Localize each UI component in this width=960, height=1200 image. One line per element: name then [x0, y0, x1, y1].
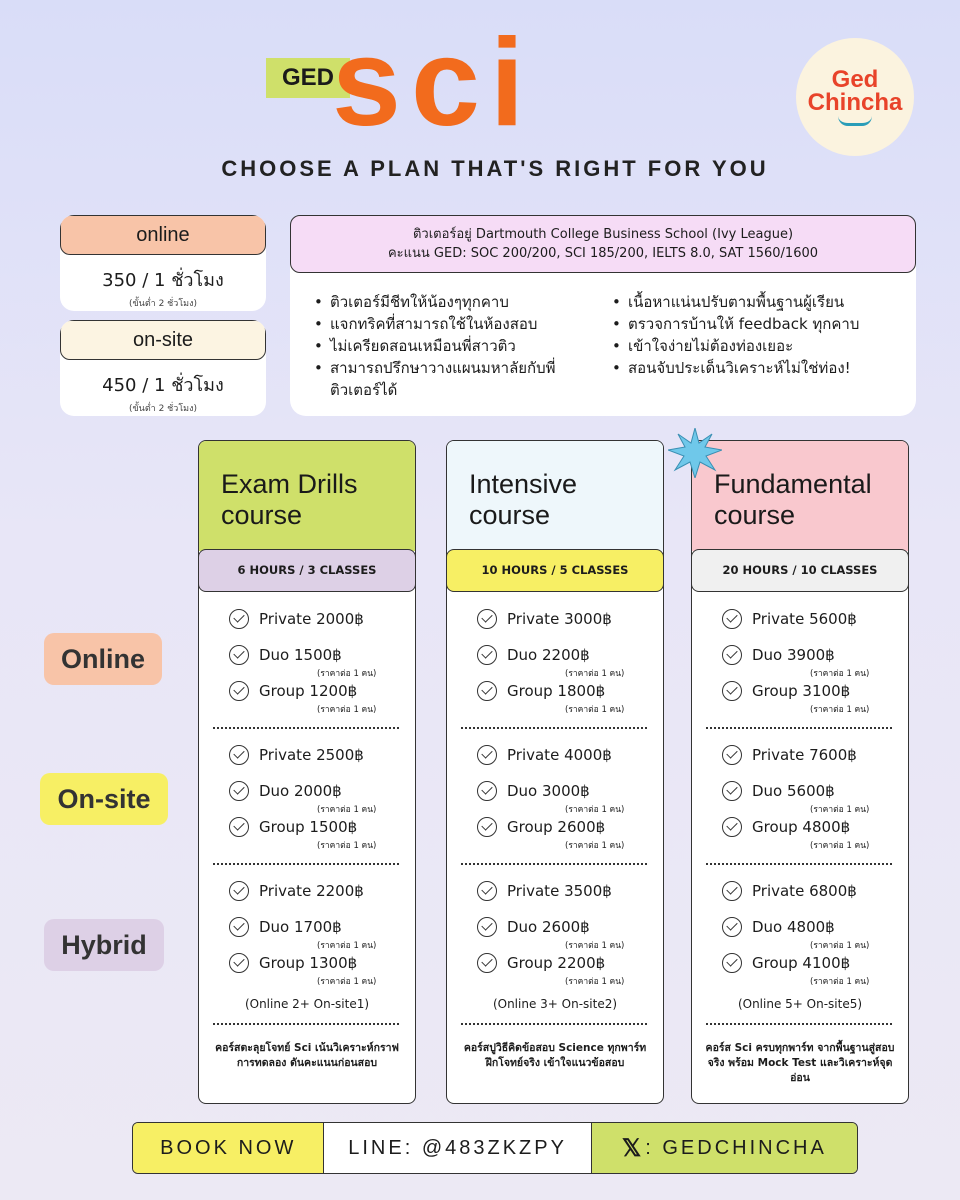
sparkle-star-icon — [668, 428, 722, 478]
check-circle-icon — [477, 781, 497, 801]
per-person-note: (ราคาต่อ 1 คน) — [565, 941, 625, 951]
check-circle-icon — [229, 881, 249, 901]
tutor-school: ติวเตอร์อยู่ Dartmouth College Business School (Ivy League) — [412, 227, 794, 242]
per-person-note: (ราคาต่อ 1 คน) — [317, 977, 377, 987]
price-option-label: Group 1300฿ — [259, 954, 358, 972]
logo-smile-icon — [838, 116, 872, 126]
dotted-divider — [461, 863, 647, 865]
per-person-note: (ราคาต่อ 1 คน) — [565, 705, 625, 715]
price-option-label: Private 3000฿ — [507, 610, 612, 628]
per-person-note: (ราคาต่อ 1 คน) — [317, 941, 377, 951]
check-circle-icon — [229, 781, 249, 801]
course-title-line-2: course — [714, 500, 796, 530]
price-option-label: Duo 2000฿ — [259, 782, 342, 800]
price-option-label: Group 3100฿ — [752, 682, 851, 700]
logo-line-2: Chincha — [807, 88, 903, 116]
course-hours-badge: 10 HOURS / 5 CLASSES — [446, 549, 664, 592]
check-circle-icon — [229, 681, 249, 701]
x-contact[interactable] — [592, 1123, 857, 1173]
price-option-label: Private 2000฿ — [259, 610, 364, 628]
price-option-label: Private 2500฿ — [259, 746, 364, 764]
hybrid-note: (Online 3+ On-site2) — [492, 997, 618, 1011]
price-option-label: Private 5600฿ — [752, 610, 857, 628]
book-now-button[interactable]: BOOK NOW — [133, 1123, 324, 1173]
price-option-label: Group 2600฿ — [507, 818, 606, 836]
list-item: • สอนจับประเด็นวิเคราะห์ไม่ใช่ท่อง! — [612, 357, 912, 379]
logo-line-1: Ged — [831, 65, 879, 93]
brand-logo — [796, 38, 914, 156]
tutor-info — [290, 215, 916, 416]
dotted-divider — [461, 1023, 647, 1025]
list-item: • ไม่เครียดสอนเหมือนพี่สาวติว — [314, 335, 604, 357]
dotted-divider — [213, 863, 399, 865]
check-circle-icon — [477, 745, 497, 765]
check-circle-icon — [722, 953, 742, 973]
check-circle-icon — [722, 781, 742, 801]
course-title-line-1: Exam Drills — [221, 469, 358, 499]
price-option-label: Group 1500฿ — [259, 818, 358, 836]
dotted-divider — [461, 727, 647, 729]
per-person-note: (ราคาต่อ 1 คน) — [810, 941, 870, 951]
online-price: 350 / 1 ชั่วโมง — [102, 270, 224, 291]
price-option-label: Group 4800฿ — [752, 818, 851, 836]
check-circle-icon — [722, 745, 742, 765]
check-circle-icon — [722, 609, 742, 629]
per-person-note: (ราคาต่อ 1 คน) — [810, 841, 870, 851]
check-circle-icon — [229, 953, 249, 973]
course-description: คอร์ส Sci ครบทุกพาร์ท จากพื้นฐานสู่สอบจริง พร้อม Mock Test และวิเคราะห์จุดอ่อน — [705, 1042, 895, 1084]
ged-tag: GED — [266, 58, 350, 98]
x-handle: : GEDCHINCHA — [645, 1136, 827, 1159]
price-option-label: Private 2200฿ — [259, 882, 364, 900]
price-option-label: Group 2200฿ — [507, 954, 606, 972]
per-person-note: (ราคาต่อ 1 คน) — [565, 805, 625, 815]
course-card — [446, 440, 664, 1104]
check-circle-icon — [229, 917, 249, 937]
tutor-banner — [290, 215, 916, 273]
list-item: • ตรวจการบ้านให้ feedback ทุกคาบ — [612, 313, 912, 335]
per-person-note: (ราคาต่อ 1 คน) — [810, 977, 870, 987]
price-option-label: Duo 3000฿ — [507, 782, 590, 800]
price-option-label: Duo 4800฿ — [752, 918, 835, 936]
course-card — [198, 440, 416, 1104]
per-person-note: (ราคาต่อ 1 คน) — [810, 705, 870, 715]
course-title-line-1: Intensive — [469, 469, 578, 499]
dotted-divider — [213, 727, 399, 729]
page-subtitle: CHOOSE A PLAN THAT'S RIGHT FOR YOU — [221, 156, 769, 181]
line-contact[interactable]: LINE: @483ZKZPY — [324, 1123, 591, 1173]
course-card — [691, 440, 909, 1104]
row-label-hybrid: Hybrid — [44, 919, 164, 971]
price-option-label: Duo 2200฿ — [507, 646, 590, 664]
check-circle-icon — [229, 817, 249, 837]
check-circle-icon — [477, 817, 497, 837]
list-item: • เนื้อหาแน่นปรับตามพื้นฐานผู้เรียน — [612, 291, 912, 313]
price-option-label: Duo 1500฿ — [259, 646, 342, 664]
page-title: sci — [332, 14, 535, 152]
price-option-label: Duo 1700฿ — [259, 918, 342, 936]
list-item: • สามารถปรึกษาวางแผนมหาลัยกับพี่ติวเตอร์ได้ — [314, 357, 604, 401]
hybrid-note: (Online 5+ On-site5) — [737, 997, 863, 1011]
price-option-label: Private 4000฿ — [507, 746, 612, 764]
per-person-note: (ราคาต่อ 1 คน) — [317, 669, 377, 679]
dotted-divider — [706, 1023, 892, 1025]
check-circle-icon — [477, 953, 497, 973]
per-person-note: (ราคาต่อ 1 คน) — [810, 669, 870, 679]
check-circle-icon — [722, 917, 742, 937]
course-hours-badge: 6 HOURS / 3 CLASSES — [198, 549, 416, 592]
per-person-note: (ราคาต่อ 1 คน) — [317, 841, 377, 851]
tutor-points-left — [314, 291, 604, 401]
course-hours-badge: 20 HOURS / 10 CLASSES — [691, 549, 909, 592]
course-title — [469, 469, 659, 531]
online-price-head: online — [60, 215, 266, 255]
check-circle-icon — [477, 645, 497, 665]
per-person-note: (ราคาต่อ 1 คน) — [565, 669, 625, 679]
tutor-points-right — [612, 291, 912, 379]
check-circle-icon — [477, 681, 497, 701]
list-item: • ติวเตอร์มีชีทให้น้องๆทุกคาบ — [314, 291, 604, 313]
per-person-note: (ราคาต่อ 1 คน) — [317, 805, 377, 815]
check-circle-icon — [722, 681, 742, 701]
row-label-onsite: On-site — [40, 773, 168, 825]
check-circle-icon — [477, 881, 497, 901]
check-circle-icon — [477, 609, 497, 629]
course-title-line-1: Fundamental — [714, 469, 872, 499]
course-title — [714, 469, 904, 531]
row-label-online: Online — [44, 633, 162, 685]
price-option-label: Group 4100฿ — [752, 954, 851, 972]
onsite-price: 450 / 1 ชั่วโมง — [102, 375, 224, 396]
course-description: คอร์สตะลุยโจทย์ Sci เน้นวิเคราะห์กราฟ การทดลอง ดันคะแนนก่อนสอบ — [215, 1042, 399, 1069]
online-min-hours: (ขั้นต่ำ 2 ชั่วโมง) — [129, 299, 197, 309]
onsite-price-head: on-site — [60, 320, 266, 360]
check-circle-icon — [722, 881, 742, 901]
hybrid-note: (Online 2+ On-site1) — [244, 997, 370, 1011]
dotted-divider — [213, 1023, 399, 1025]
price-option-label: Group 1200฿ — [259, 682, 358, 700]
per-person-note: (ราคาต่อ 1 คน) — [565, 977, 625, 987]
per-person-note: (ราคาต่อ 1 คน) — [317, 705, 377, 715]
onsite-min-hours: (ขั้นต่ำ 2 ชั่วโมง) — [129, 404, 197, 414]
list-item: • แจกทริคที่สามารถใช้ในห้องสอบ — [314, 313, 604, 335]
course-description: คอร์สปูวิธีคิดข้อสอบ Science ทุกพาร์ท ฝึกโจทย์จริง เข้าใจแนวข้อสอบ — [463, 1042, 647, 1069]
check-circle-icon — [722, 645, 742, 665]
online-price-box — [60, 215, 266, 311]
price-option-label: Duo 2600฿ — [507, 918, 590, 936]
x-logo-icon: 𝕏 — [621, 1134, 642, 1162]
dotted-divider — [706, 863, 892, 865]
price-option-label: Duo 3900฿ — [752, 646, 835, 664]
per-person-note: (ราคาต่อ 1 คน) — [810, 805, 870, 815]
price-option-label: Private 7600฿ — [752, 746, 857, 764]
dotted-divider — [706, 727, 892, 729]
check-circle-icon — [229, 609, 249, 629]
price-option-label: Private 6800฿ — [752, 882, 857, 900]
course-title — [221, 469, 411, 531]
per-person-note: (ราคาต่อ 1 คน) — [565, 841, 625, 851]
course-title-line-2: course — [221, 500, 303, 530]
check-circle-icon — [229, 745, 249, 765]
price-option-label: Duo 5600฿ — [752, 782, 835, 800]
check-circle-icon — [229, 645, 249, 665]
course-title-line-2: course — [469, 500, 551, 530]
check-circle-icon — [477, 917, 497, 937]
list-item: • เข้าใจง่ายไม่ต้องท่องเยอะ — [612, 335, 912, 357]
check-circle-icon — [722, 817, 742, 837]
price-option-label: Private 3500฿ — [507, 882, 612, 900]
footer-bar — [132, 1122, 858, 1174]
tutor-scores: คะแนน GED: SOC 200/200, SCI 185/200, IELTS 8.0, SAT 1560/1600 — [387, 246, 819, 261]
onsite-price-box — [60, 320, 266, 416]
price-option-label: Group 1800฿ — [507, 682, 606, 700]
